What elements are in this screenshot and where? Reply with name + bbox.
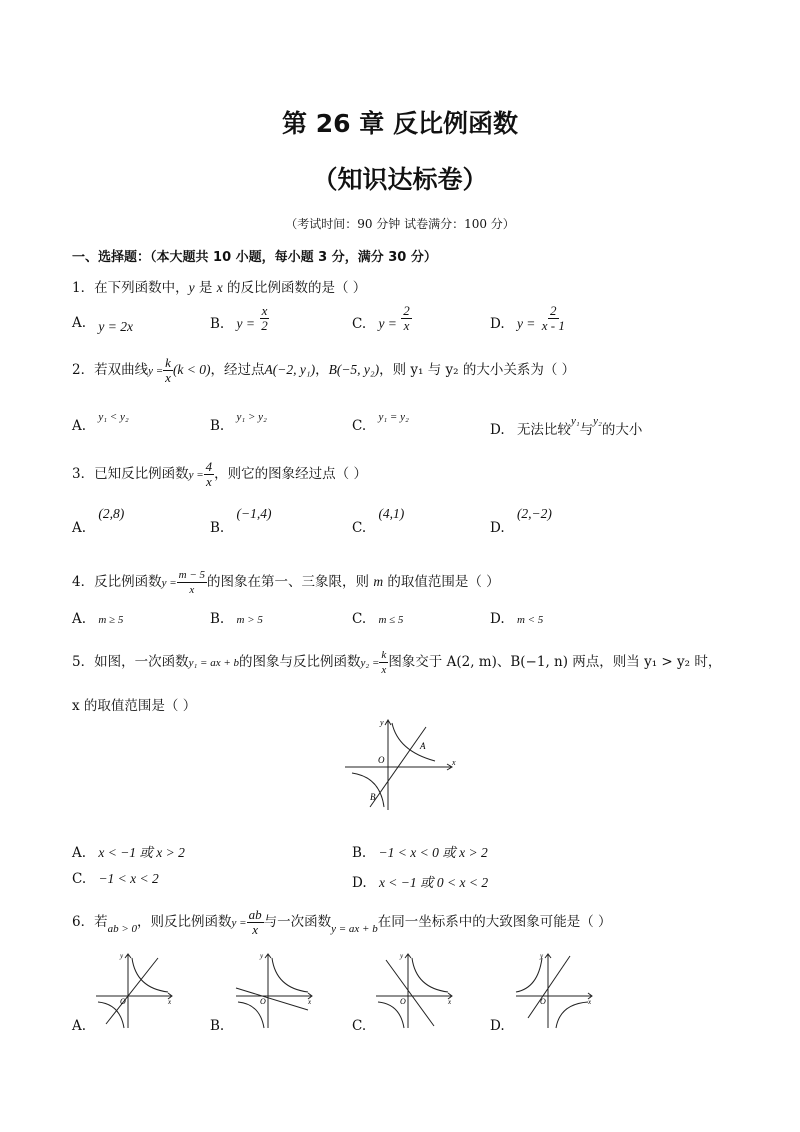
svg-text:y: y xyxy=(260,952,264,960)
svg-text:O: O xyxy=(400,997,406,1006)
q1-option-a[interactable]: A. y = 2x xyxy=(72,315,133,334)
q3-option-b[interactable]: B. (−1,4) xyxy=(210,506,272,536)
svg-text:O: O xyxy=(540,997,546,1006)
svg-text:x: x xyxy=(168,998,172,1006)
q6-option-d[interactable]: D. xyxy=(490,1018,505,1034)
svg-text:O: O xyxy=(260,997,266,1006)
question-3-stem: 3．已知反比例函数y = $\frac{4}{x}$ ，则它的图象经过点（ ） xyxy=(72,459,367,489)
question-5-stem-line2: x 的取值范围是（ ） xyxy=(72,698,197,714)
svg-text:y: y xyxy=(120,952,124,960)
exam-info: （考试时间：90 分钟 试卷满分：100 分） xyxy=(285,217,515,231)
q4-option-b[interactable]: B. m > 5 xyxy=(210,611,263,627)
q5-label-x: x xyxy=(452,758,456,767)
q4-option-d[interactable]: D. m < 5 xyxy=(490,611,544,627)
q3-option-a[interactable]: A. (2,8) xyxy=(72,506,125,536)
svg-text:y: y xyxy=(400,952,404,960)
svg-text:y: y xyxy=(540,952,544,960)
q6-option-c[interactable]: C. xyxy=(352,1018,367,1034)
question-2-stem: 2．若双曲线y = $\frac{k}{x}$ (k < 0)，经过点A(−2, y₁)，B(−5, y₂)，则 y₁ 与 y₂ 的大小关系为（ ） xyxy=(72,355,576,385)
question-4-stem: 4．反比例函数y = $\frac{m - 5}{x}$ 的图象在第一、三象限，则 m 的取值范围是（ ） xyxy=(72,569,500,596)
q5-figure xyxy=(340,715,460,815)
q4-option-a[interactable]: A. m ≥ 5 xyxy=(72,611,124,627)
q2-option-c[interactable]: C. y₁ = y₂ xyxy=(352,411,409,434)
q5-label-a: A xyxy=(420,741,426,751)
q1-option-b[interactable]: B. y = $\frac{x}{2}$ xyxy=(210,303,268,333)
page-title: 第 26 章 反比例函数 xyxy=(282,109,518,138)
question-1-stem: 1．在下列函数中，y 是 x 的反比例函数的是（ ） xyxy=(72,280,367,296)
svg-text:O: O xyxy=(120,997,126,1006)
question-5-stem: 5．如图，一次函数y₁ = ax + b的图象与反比例函数y₂ = $\frac{k}{x}$ 图象交于 A(2, m)、B(−1, n) 两点，则当 y₁ > y₂ 时， xyxy=(72,649,722,676)
q5-label-o: O xyxy=(378,755,385,765)
svg-text:x: x xyxy=(588,998,592,1006)
q5-option-a[interactable]: A. x < −1 或 x > 2 xyxy=(72,845,185,861)
q6-graph-d xyxy=(512,948,596,1032)
q6-option-b[interactable]: B. xyxy=(210,1018,225,1034)
q2-option-b[interactable]: B. y₁ > y₂ xyxy=(210,411,267,434)
q5-option-c[interactable]: C. −1 < x < 2 xyxy=(72,871,159,887)
q3-option-d[interactable]: D. (2,−2) xyxy=(490,506,552,536)
q3-option-c[interactable]: C. (4,1) xyxy=(352,506,405,536)
svg-text:x: x xyxy=(448,998,452,1006)
q5-option-b[interactable]: B. −1 < x < 0 或 x > 2 xyxy=(352,845,488,861)
q5-label-b: B xyxy=(370,792,376,802)
q5-option-d[interactable]: D. x < −1 或 0 < x < 2 xyxy=(352,875,489,891)
q6-option-a[interactable]: A. xyxy=(72,1018,87,1034)
q1-option-d[interactable]: D. y = $\frac{2}{x - 1}$ xyxy=(490,303,565,333)
q6-graph-a xyxy=(92,948,176,1032)
q6-graph-b xyxy=(232,948,316,1032)
question-6-stem: 6．若$_{ab > 0}$，则反比例函数y = $\frac{ab}{x}$ 与一次函数$_{y = ax + b}$在同一坐标系中的大致图象可能是（ ） xyxy=(72,907,612,937)
section-heading: 一、选择题：（本大题共 10 小题，每小题 3 分，满分 30 分） xyxy=(72,250,437,265)
q2-option-d[interactable]: D. 无法比较y₁与y₂的大小 xyxy=(490,415,643,438)
page-subtitle: （知识达标卷） xyxy=(312,165,488,194)
q5-hyperbola-q3 xyxy=(352,773,384,807)
svg-text:x: x xyxy=(308,998,312,1006)
q6-graph-c xyxy=(372,948,456,1032)
q2-option-a[interactable]: A. y₁ < y₂ xyxy=(72,411,129,434)
q1-option-c[interactable]: C. y = $\frac{2}{x}$ xyxy=(352,303,410,333)
q5-hyperbola-q1 xyxy=(392,723,435,761)
q4-option-c[interactable]: C. m ≤ 5 xyxy=(352,611,404,627)
q5-label-y: y xyxy=(380,718,384,727)
